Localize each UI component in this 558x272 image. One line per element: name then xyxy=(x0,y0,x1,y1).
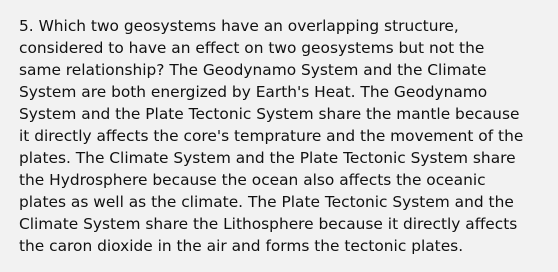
question-line-1: 5. Which two geosystems have an overlapping structure, xyxy=(19,17,459,35)
question-text xyxy=(19,15,555,257)
question-line-7: plates. The Climate System and the Plate Tectonic System share xyxy=(19,149,516,167)
question-line-4: System are both energized by Earth's Heat. The Geodynamo xyxy=(19,83,488,101)
question-line-8: the Hydrosphere because the ocean also affects the oceanic xyxy=(19,171,486,189)
question-line-5: System and the Plate Tectonic System share the mantle because xyxy=(19,105,520,123)
question-line-3: same relationship? The Geodynamo System and the Climate xyxy=(19,61,487,79)
question-line-10: Climate System share the Lithosphere because it directly affects xyxy=(19,215,518,233)
question-line-11: the caron dioxide in the air and forms the tectonic plates. xyxy=(19,237,464,255)
question-line-2: considered to have an effect on two geosystems but not the xyxy=(19,39,485,57)
question-line-9: plates as well as the climate. The Plate Tectonic System and the xyxy=(19,193,514,211)
question-line-6: it directly affects the core's temprature and the movement of the xyxy=(19,127,524,145)
